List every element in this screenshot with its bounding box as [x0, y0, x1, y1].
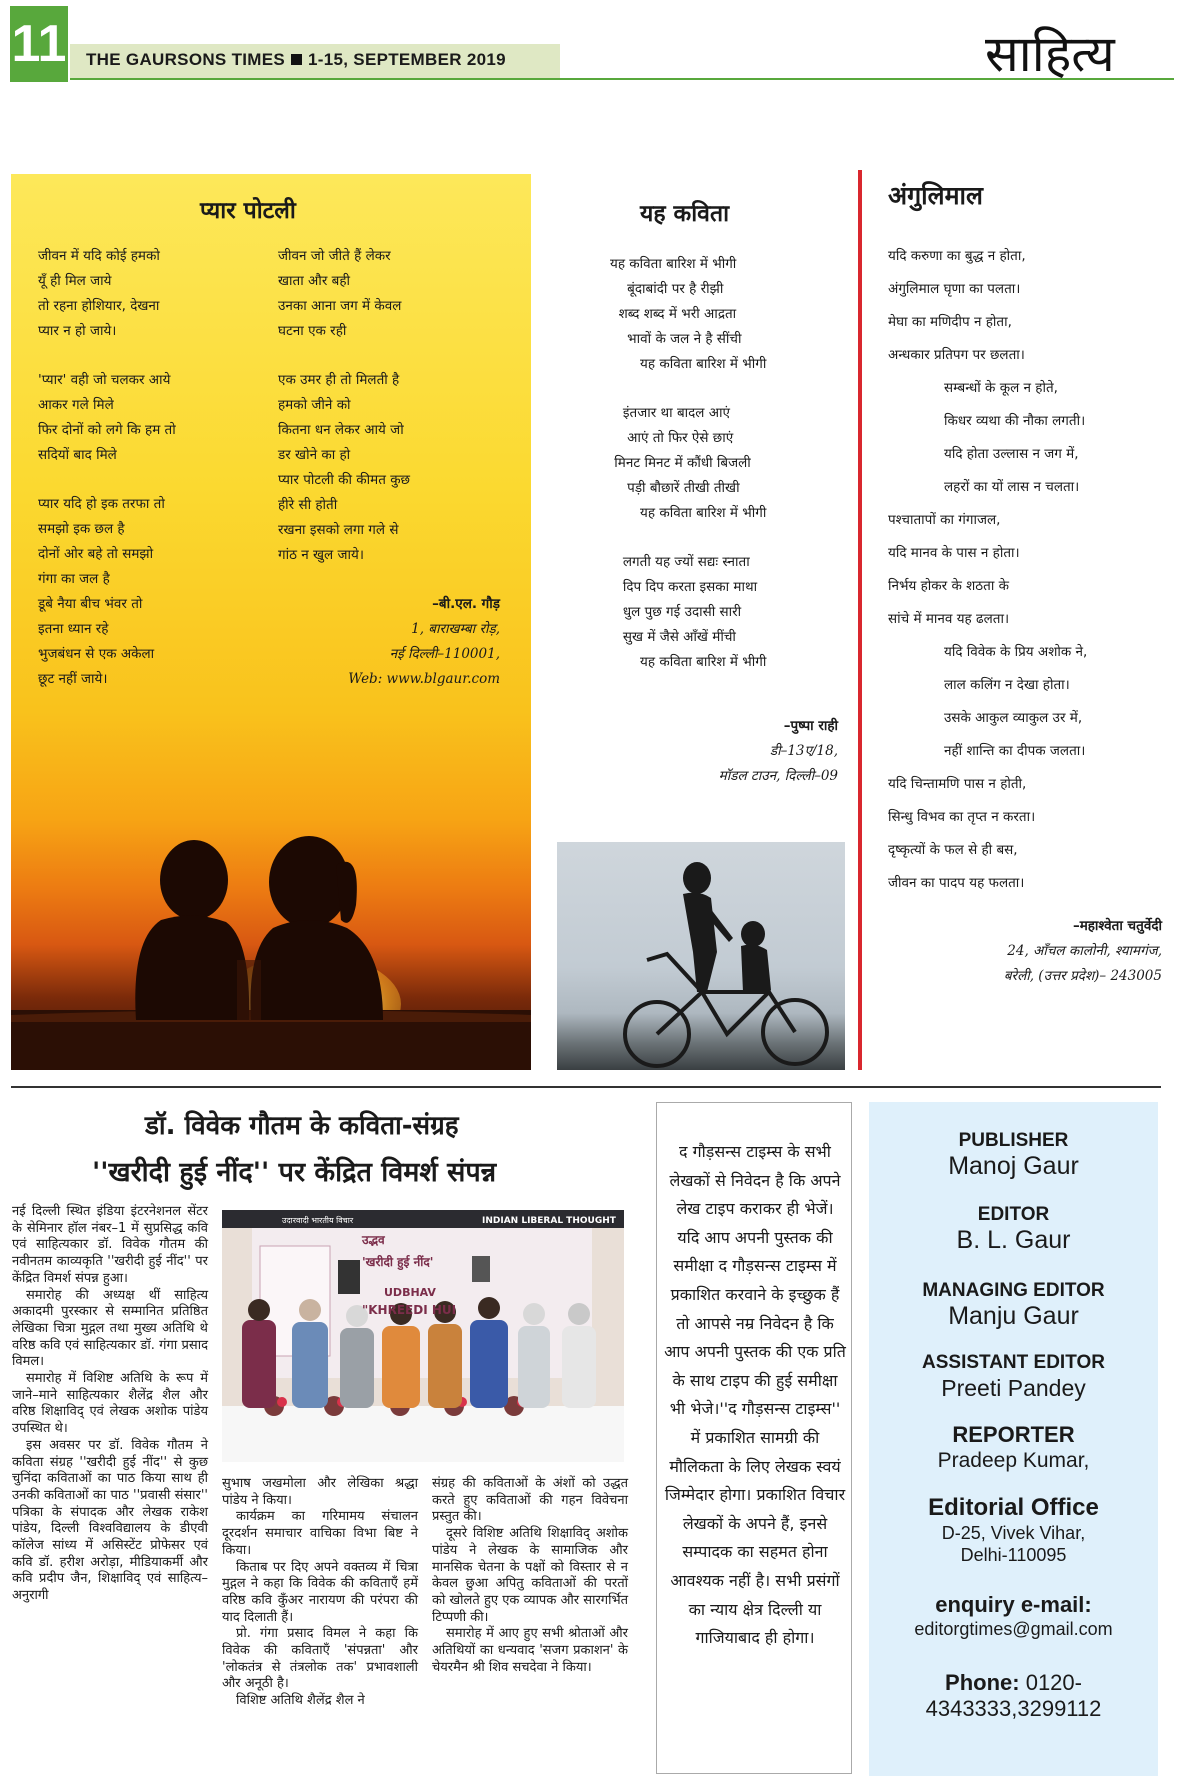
article-paragraph: विशिष्ट अतिथि शैलेंद्र शैल ने	[236, 1693, 365, 1709]
stanza-gap	[278, 344, 410, 368]
poem-line: भुजबंधन से एक अकेला	[38, 646, 155, 662]
article-paragraph: संग्रह की कविताओं के अंशों को उद्धत करते हुए कविताओं की गहन विवेचना प्रस्तुत की।	[432, 1476, 628, 1525]
phone-credit	[869, 1670, 1158, 1722]
red-divider	[858, 170, 862, 1070]
poem-line: यदि चिन्तामणि पास न होती,	[888, 776, 1027, 792]
masthead	[86, 50, 506, 70]
square-bullet-icon	[291, 54, 302, 65]
poem-line: दृष्कृत्यों के फल से ही बस,	[888, 842, 1018, 858]
article-paragraph: समारोह की अध्यक्ष थीं साहित्य अकादमी पुरस्कार से सम्मानित प्रतिष्ठित लेखिका चित्रा मुद्गल तथा मुख्य अतिथि थे वरिष्ठ कवि एवं साहित्यकार डॉ. गंगा प्रसाद विमल।	[12, 1287, 208, 1370]
reporter-label: REPORTER	[952, 1422, 1075, 1447]
poem-line: मिनट मिनट में कौंधी बिजली	[610, 455, 751, 471]
poem-line: पश्चातापों का गंगाजल,	[888, 512, 1001, 528]
poem-line: अन्धकार प्रतिपग पर छलता।	[888, 347, 1025, 363]
poem-line: पड़ी बौछारें तीखी तीखी	[610, 480, 740, 496]
authors-notice-text: द गौड़सन्स टाइम्स के सभी लेखकों से निवेदन है कि अपने लेख टाइप कराकर ही भेजें। यदि आप अपनी पुस्तक की समीक्षा द गौड़सन्स टाइम्स में प्रकाशित करवाने के इच्छुक हैं तो आपसे नम्र निवेदन है कि आप अपनी पुस्तक की एक प्रति के साथ टाइप की हुई समीक्षा भी भेजे।''द गौड़सन्स टाइम्स'' में प्रकाशित सामग्री की मौलिकता के लिए लेखक स्वयं जिम्मेदार होगा। प्रकाशित विचार लेखकों के अपने हैं, इनसे सम्पादक का सहमत होना आवश्यक नहीं है। सभी प्रसंगों का न्याय क्षेत्र दिल्ली या गाजियाबाद ही होगा।	[664, 1142, 846, 1648]
office-address-line: D-25, Vivek Vihar,	[941, 1523, 1086, 1543]
poem-line: रखना इसको लगा गले से	[278, 522, 399, 538]
poem-line: सिन्धु विभव का तृप्त न करता।	[888, 809, 1036, 825]
poem-line: कितना धन लेकर आये जो	[278, 422, 404, 438]
poem-line: शब्द शब्द में भरी आद्रता	[610, 306, 737, 322]
poem-line: यह कविता बारिश में भीगी	[610, 356, 767, 372]
phone-label: Phone:	[945, 1670, 1020, 1695]
poem-line: सम्बन्धों के कूल न होते,	[944, 380, 1058, 396]
photo-banner-right: INDIAN LIBERAL THOUGHT	[482, 1216, 616, 1226]
office-label: Editorial Office	[928, 1494, 1099, 1521]
article-paragraph: नई दिल्ली स्थित इंडिया इंटरनेशनल सेंटर के सेमिनार हॉल नंबर–1 में सुप्रसिद्ध कवि एवं साहित्यकार डॉ. विवेक गौतम की नवीनतम काव्यकृति ''खरीदी हुई नींद'' पर केंद्रित विमर्श संपन्न हुआ।	[12, 1204, 208, 1286]
assistant-editor-credit	[869, 1352, 1158, 1402]
phone-line: 0120-	[1025, 1670, 1082, 1695]
poem-line: लाल कलिंग न देखा होता।	[944, 677, 1070, 693]
poem-line: यदि विवेक के प्रिय अशोक ने,	[944, 644, 1088, 660]
article-paragraph: सुभाष जखमोला और लेखिका श्रद्धा पांडेय ने किया।	[222, 1476, 418, 1508]
poem-line: तो रहना होशियार, देखना	[38, 298, 160, 314]
poem-line: सुख में जैसे आँखें मींची	[610, 629, 736, 645]
poem-line: यदि होता उल्लास न जग में,	[944, 446, 1079, 462]
email-address: editorgtimes@gmail.com	[914, 1619, 1113, 1639]
poem-line: जीवन में यदि कोई हमको	[38, 248, 160, 264]
poem1-author: –बी.एल. गौड़	[432, 596, 500, 612]
poem-line: अंगुलिमाल घृणा का पलता।	[888, 281, 1021, 297]
poem-line: समझो इक छल है	[38, 521, 125, 537]
managing-editor-label: MANAGING EDITOR	[922, 1280, 1105, 1301]
article-col2	[222, 1476, 418, 1710]
poem-line: खाता और बही	[278, 273, 351, 289]
poem-line: फिर दोनों को लगे कि हम तो	[38, 422, 176, 438]
poem-line: लहरों का यों लास न चलता।	[944, 479, 1080, 495]
poem-line: हमको जीने को	[278, 397, 351, 413]
poem3-author: –महाश्वेता चतुर्वेदी	[1072, 918, 1162, 934]
poem-line: दोनों ओर बहे तो समझो	[38, 546, 154, 562]
poem2-signature	[640, 714, 838, 789]
poem-line: 'प्यार' वही जो चलकर आये	[38, 372, 171, 388]
author-address-line: नई दिल्ली–110001,	[389, 646, 500, 662]
photo-stage-subtitle: 'खरीदी हुई नींद'	[362, 1255, 434, 1269]
masthead-title: THE GAURSONS TIMES	[86, 50, 286, 69]
poem1-title: प्यार पोटली	[200, 198, 296, 224]
author-website: Web: www.blgaur.com	[348, 671, 500, 687]
photo-stage-brand2: "KHREEDI HUI	[362, 1303, 457, 1317]
assistant-editor-name: Preeti Pandey	[941, 1375, 1086, 1401]
poem-line: उसके आकुल व्याकुल उर में,	[944, 710, 1083, 726]
phone-numbers: 4343333,3299112	[925, 1696, 1102, 1721]
author-address-line: बरेली, (उत्तर प्रदेश)– 243005	[1003, 968, 1162, 984]
poem-line: किधर व्यथा की नौका लगती।	[944, 413, 1086, 429]
bicycle-silhouette-icon	[557, 842, 845, 1070]
poem3-signature	[880, 914, 1162, 989]
poem-line: आएं तो फिर ऐसे छाएं	[610, 430, 734, 446]
editor-credit	[869, 1204, 1158, 1254]
poem-line: छूट नहीं जाये।	[38, 671, 108, 687]
author-address-line: 1, बाराखम्बा रोड़,	[411, 621, 500, 637]
poem2-body	[610, 252, 766, 675]
publisher-label: PUBLISHER	[958, 1130, 1069, 1151]
article-col1	[12, 1204, 208, 1605]
poem1-col2	[278, 244, 410, 568]
poem-line: सांचे में मानव यह ढलता।	[888, 611, 1010, 627]
photo-banner-left: उदारवादी भारतीय विचार	[282, 1216, 354, 1225]
poem-line: उनका आना जग में केवल	[278, 298, 402, 314]
stanza-gap	[610, 526, 766, 550]
author-address-line: 24, आँचल कालोनी, श्यामगंज,	[1007, 943, 1162, 959]
poem-line: नहीं शान्ति का दीपक जलता।	[944, 743, 1086, 759]
book-launch-event-photo	[222, 1210, 624, 1462]
managing-editor-credit	[869, 1280, 1158, 1330]
email-label: enquiry e-mail:	[935, 1592, 1092, 1617]
poem-line: मेघा का मणिदीप न होता,	[888, 314, 1012, 330]
poem-line: एक उमर ही तो मिलती है	[278, 372, 400, 388]
author-address-line: मॉडल टाउन, दिल्ली–09	[718, 768, 838, 784]
poem-line: लगती यह ज्यों सद्यः स्नाता	[610, 554, 750, 570]
photo-stage-title: उद्भव	[362, 1233, 385, 1247]
poem-line: प्यार पोटली की कीमत कुछ	[278, 472, 411, 488]
stanza-gap	[610, 377, 766, 401]
poem-line: यह कविता बारिश में भीगी	[610, 256, 737, 272]
article-paragraph: किताब पर दिए अपने वक्तव्य में चित्रा मुद्गल ने कहा कि विवेक की कविताएँ हमें वरिष्ठ कवि कुँअर नारायण की परंपरा की याद दिलाती हैं।	[222, 1559, 418, 1625]
article-paragraph: समारोह में आए हुए सभी श्रोताओं और अतिथियों का धन्यवाद 'सजग प्रकाशन' के चेयरमैन श्री शिव सचदेवा ने किया।	[432, 1626, 628, 1675]
enquiry-email	[869, 1592, 1158, 1640]
poem-line: जीवन का पादप यह फलता।	[888, 875, 1025, 891]
office-address-line: Delhi-110095	[960, 1545, 1067, 1565]
issue-date: 1-15, SEPTEMBER 2019	[308, 50, 506, 69]
section-title: साहित्य	[985, 25, 1115, 83]
editor-label: EDITOR	[977, 1204, 1050, 1225]
poem-line: गंगा का जल है	[38, 571, 110, 587]
poem-line: इंतजार था बादल आएं	[610, 405, 731, 421]
author-address-line: डी–13ए/18,	[769, 743, 838, 759]
article-paragraph: कार्यक्रम का गरिमामय संचालन दूरदर्शन समाचार वाचिका विभा बिष्ट ने किया।	[222, 1509, 418, 1558]
event-stage-graphic	[222, 1210, 624, 1462]
poem-line: दिप दिप करता इसका माथा	[610, 579, 758, 595]
poem-line: यदि करुणा का बुद्ध न होता,	[888, 248, 1026, 264]
reporter-name: Pradeep Kumar,	[937, 1449, 1090, 1472]
article-paragraph: समारोह में विशिष्ट अतिथि के रूप में जाने–माने साहित्यकार शैलेंद्र शैल और वरिष्ठ शिक्षाविद् एवं लेखक अशोक पांडेय उपस्थित थे।	[12, 1371, 208, 1437]
poem-line: घटना एक रही	[278, 323, 347, 339]
article-col3	[432, 1476, 628, 1676]
poem-line: गांठ न खुल जाये।	[278, 547, 364, 563]
article-paragraph: प्रो. गंगा प्रसाद विमल ने कहा कि विवेक की कविताएँ 'संपन्नता' और 'लोकतंत्र से तंत्रलोक तक' प्रभावशाली और अनूठी है।	[222, 1626, 418, 1692]
article-paragraph: दूसरे विशिष्ट अतिथि शिक्षाविद् अशोक पांडेय ने लेखक के सामाजिक और मानसिक चेतना के पक्षों को विस्तार से न केवल छुआ अपितु कविताओं की परतों को खोलते हुए एक व्यापक और सारगर्भित टिप्पणी की।	[432, 1526, 628, 1625]
poem3-title: अंगुलिमाल	[888, 181, 983, 210]
publisher-credit	[869, 1130, 1158, 1180]
poem-line: यूँ ही मिल जाये	[38, 273, 112, 289]
poem-line: धुल पुछ गई उदासी सारी	[610, 604, 742, 620]
couple-silhouette-image	[11, 810, 531, 1070]
poem-line: जीवन जो जीते हैं लेकर	[278, 248, 391, 264]
poem-line: यह कविता बारिश में भीगी	[610, 505, 767, 521]
poem-line: इतना ध्यान रहे	[38, 621, 109, 637]
poem-line: डूबे नैया बीच भंवर तो	[38, 596, 143, 612]
poem-line: सदियों बाद मिले	[38, 447, 117, 463]
editor-name: B. L. Gaur	[956, 1226, 1071, 1254]
poem1-col1	[38, 244, 176, 692]
page-number: 11	[10, 6, 68, 82]
poem-line: भावों के जल ने है सींची	[610, 331, 742, 347]
poem-line: प्यार न हो जाये।	[38, 323, 117, 339]
poem-line: यदि मानव के पास न होता।	[888, 545, 1020, 561]
poem2-title: यह कविता	[640, 201, 730, 227]
reporter-credit	[869, 1422, 1158, 1474]
article-headline-line2: ''खरीदी हुई नींद'' पर केंद्रित विमर्श संपन्न	[92, 1157, 497, 1188]
children-bicycle-photo	[557, 842, 845, 1070]
stanza-gap	[38, 468, 176, 492]
stanza-gap	[38, 344, 176, 368]
poem-line: प्यार यदि हो इक तरफा तो	[38, 496, 165, 512]
poem-line: यह कविता बारिश में भीगी	[610, 654, 767, 670]
article-headline-line1: डॉ. विवेक गौतम के कविता-संग्रह	[145, 1111, 459, 1141]
poem-line: निर्भय होकर के शठता के	[888, 578, 1009, 594]
poem2-author: –पुष्पा राही	[783, 718, 838, 734]
poem-line: बूंदाबांदी पर है रीझी	[610, 281, 724, 297]
publisher-name: Manoj Gaur	[948, 1152, 1079, 1180]
poem-line: आकर गले मिले	[38, 397, 114, 413]
article-paragraph: इस अवसर पर डॉ. विवेक गौतम ने कविता संग्रह ''खरीदी हुई नींद'' से कुछ चुनिंदा कविताओं का पाठ किया साथ ही उनकी कविताओं का पाठ ''प्रवासी संसार'' पत्रिका के संपादक और लेखक राकेश पांडेय, दिल्ली विश्वविद्यालय के डीएवी कॉलेज सांध्य में असिस्टेंट प्रोफेसर एवं कवि डॉ. हरीश अरोड़ा, मीडियाकर्मी और कवि प्रदीप जैन, शिक्षाविद् एवं साहित्य–अनुरागी	[12, 1437, 208, 1604]
poem-line: डर खोने का हो	[278, 447, 351, 463]
editorial-office	[869, 1494, 1158, 1566]
assistant-editor-label: ASSISTANT EDITOR	[922, 1352, 1105, 1373]
section-divider	[11, 1086, 1161, 1088]
photo-stage-brand: UDBHAV	[384, 1286, 436, 1299]
poem1-signature	[300, 592, 500, 692]
managing-editor-name: Manju Gaur	[948, 1302, 1079, 1330]
poem-line: हीरे सी होती	[278, 497, 338, 513]
poem3-body	[888, 240, 1087, 900]
